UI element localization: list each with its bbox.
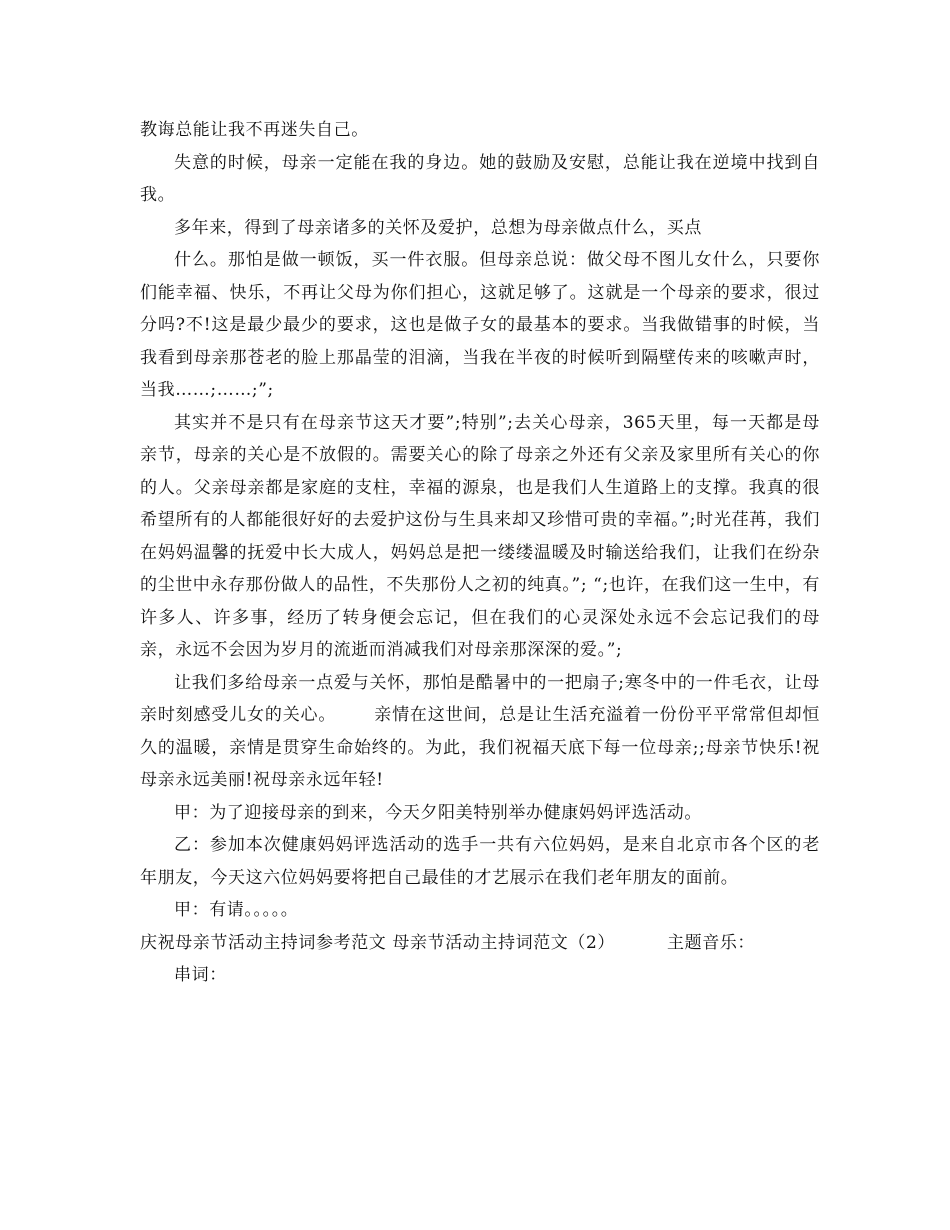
paragraph-5: 其实并不是只有在母亲节这天才要”;特别”;去关心母亲，365天里，每一天都是母亲节，母亲的关心是不放假的。需要关心的除了母亲之外还有父亲及家里所有关心的你的人。父亲母亲都是家庭的支柱，幸福的源泉，也是我们人生道路上的支撑。我真的很希望所有的人都能很好好的去爱护这份与生具来却又珍惜可贵的幸福。”;时光荏苒，我们在妈妈温馨的抚爱中长大成人，妈妈总是把一缕缕温暖及时输送给我们，让我们在纷杂的尘世中永存那份做人的品性，不失那份人之初的纯真。”; “;也许，在我们这一生中，有许多人、许多事，经历了转身便会忘记，但在我们的心灵深处永远不会忘记我们的母亲，永远不会因为岁月的流逝而消减我们对母亲那深深的爱。”;: [140, 412, 820, 660]
paragraph-3: 多年来，得到了母亲诸多的关怀及爱护，总想为母亲做点什么，买点: [174, 217, 702, 238]
paragraph-4: 什么。那怕是做一顿饭，买一件衣服。但母亲总说：做父母不图儿女什么，只要你们能幸福、快乐，不再让父母为你们担心，这就足够了。这就是一个母亲的要求，很过分吗?不!这是最少最少的要求，这也是做子女的最基本的要求。当我做错事的时候，当我看到母亲那苍老的脸上那晶莹的泪滴，当我在半夜的时候听到隔壁传来的咳嗽声时，当我……;……;”;: [140, 250, 820, 400]
paragraph-7: 甲：为了迎接母亲的到来，今天夕阳美特别举办健康妈妈评选活动。: [174, 802, 702, 823]
paragraph-10-title: 庆祝母亲节活动主持词参考范文 母亲节活动主持词范文（2）: [140, 932, 616, 953]
paragraph-1: 教诲总能让我不再迷失自己。: [140, 120, 369, 140]
paragraph-2: 失意的时候，母亲一定能在我的身边。她的鼓励及安慰，总能让我在逆境中找到自我。: [140, 152, 820, 205]
document-body: [140, 114, 820, 992]
paragraph-6: [140, 667, 820, 797]
paragraph-9: 甲：有请。。。。。: [174, 900, 299, 920]
paragraph-8: 乙：参加本次健康妈妈评选活动的选手一共有六位妈妈，是来自北京市各个区的老年朋友，今天这六位妈妈要将把自己最佳的才艺展示在我们老年朋友的面前。: [140, 835, 820, 888]
paragraph-10-theme-music: 主题音乐：: [667, 932, 756, 953]
paragraph-6-part-2: 亲情在这世间，总是让生活充溢着一份份平平常常但却恒久的温暖，亲情是贯穿生命始终的。为此，我们祝福天底下每一位母亲;;母亲节快乐!祝母亲永远美丽!祝母亲永远年轻!: [140, 705, 821, 790]
paragraph-10: [140, 927, 820, 960]
paragraph-11: 串词：: [174, 965, 227, 985]
paragraph-6-part-1: 让我们多给母亲一点爱与关怀，那怕是酷暑中的一把扇子;寒冬中的一件毛衣，让母亲时刻感受儿女的关心。: [140, 672, 820, 725]
